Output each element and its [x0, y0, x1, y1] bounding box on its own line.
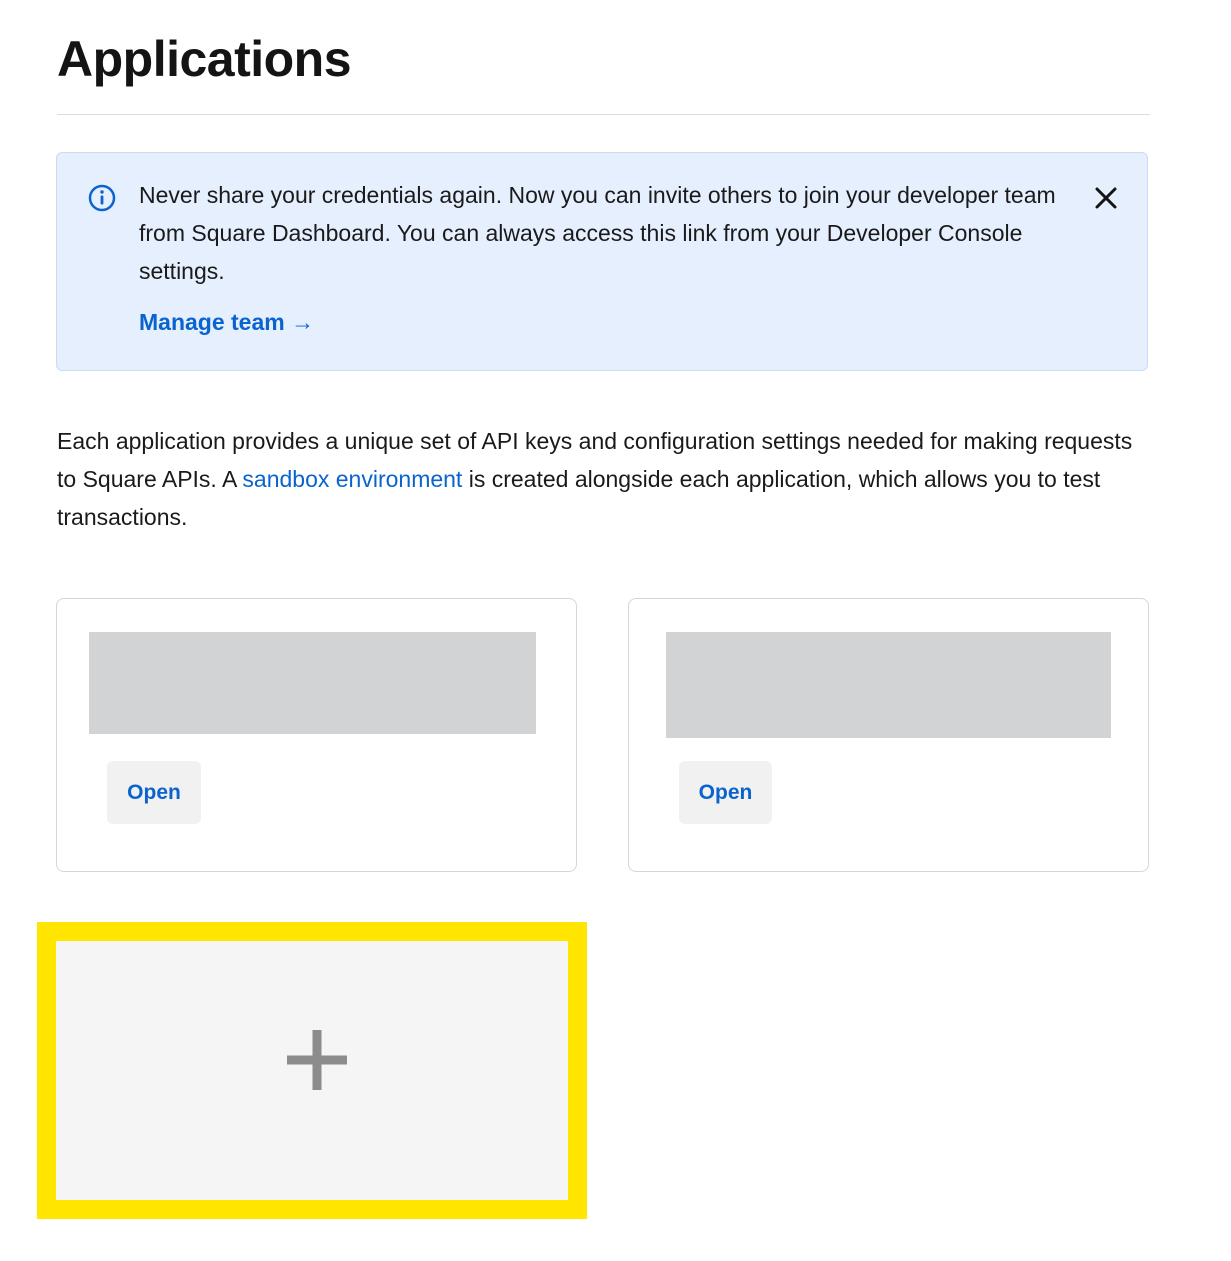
banner-message: Never share your credentials again. Now you can invite others to join your developer team from Square Dashboard. You can always access this link from your Developer Console settings.: [139, 182, 1056, 284]
close-icon: [1090, 202, 1122, 217]
page-title: Applications: [57, 31, 352, 87]
description-text-end: is created alongside each application, which allows you to test transactions.: [57, 466, 1101, 530]
application-name-placeholder: [666, 632, 1111, 738]
info-banner: [56, 152, 1148, 371]
plus-icon: [287, 1030, 347, 1090]
title-divider: [57, 114, 1150, 115]
add-application-button[interactable]: [37, 922, 587, 1219]
open-application-button[interactable]: Open: [107, 761, 201, 824]
manage-team-link[interactable]: Manage team →: [139, 309, 315, 335]
sandbox-environment-link[interactable]: sandbox environment: [242, 466, 463, 492]
description-text-start: Each application provides a unique set of API keys and configuration settings needed for making requests to Square APIs. A: [57, 428, 1133, 492]
application-card: [56, 598, 577, 872]
info-icon: [88, 184, 116, 212]
application-name-placeholder: [89, 632, 536, 734]
applications-description: [57, 422, 1157, 536]
application-card: [628, 598, 1149, 872]
close-banner-button[interactable]: [1090, 182, 1122, 214]
open-application-button[interactable]: Open: [679, 761, 772, 824]
